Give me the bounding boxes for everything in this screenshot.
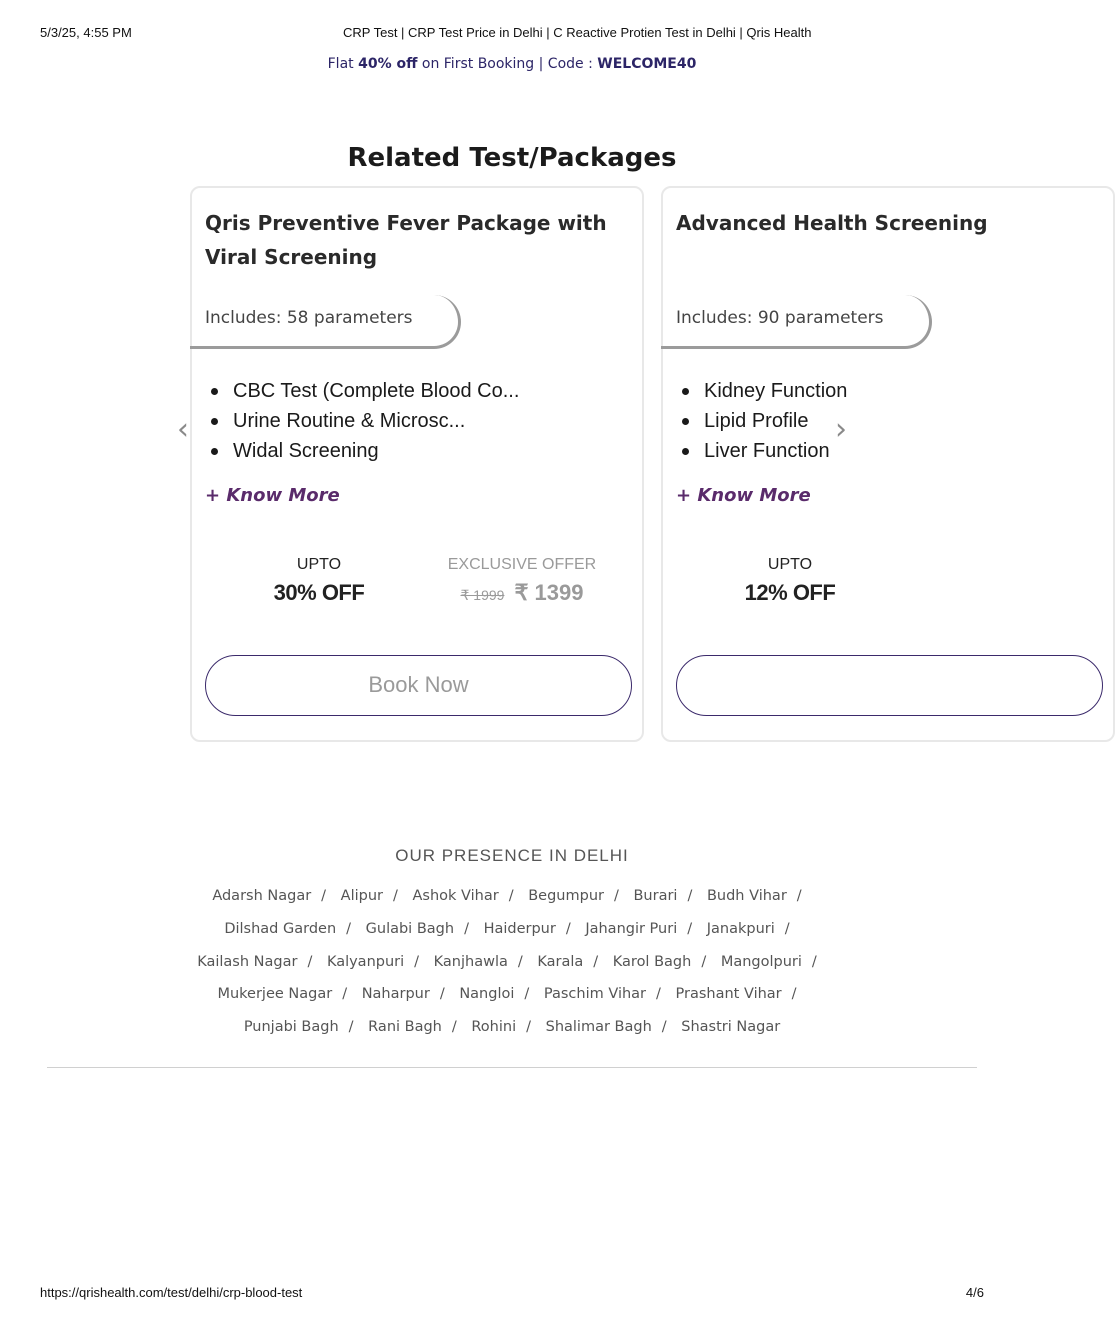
old-price: ₹ 1999 [460, 587, 505, 603]
section-divider [47, 1067, 977, 1068]
location-separator: / [701, 953, 707, 970]
location-link[interactable]: Jahangir Puri [585, 920, 678, 937]
price-row [432, 580, 612, 606]
carousel-next-icon[interactable]: › [835, 412, 847, 447]
includes-text: Includes: 90 parameters [676, 308, 884, 328]
location-separator: / [393, 888, 398, 904]
location-separator: / [811, 953, 817, 970]
new-price: ₹ 1399 [514, 580, 584, 605]
location-link[interactable]: Dilshad Garden [224, 920, 337, 937]
location-separator: / [464, 920, 469, 937]
location-link[interactable]: Kanjhawla [433, 953, 508, 970]
location-link[interactable]: Paschim Vihar [543, 986, 647, 1003]
location-link[interactable]: Karala [537, 953, 584, 970]
know-more-link[interactable]: + Know More [205, 485, 340, 506]
location-separator: / [526, 1019, 531, 1036]
location-link[interactable]: Gulabi Bagh [365, 920, 455, 937]
know-more-link[interactable]: + Know More [676, 485, 811, 506]
parameter-list [205, 376, 519, 466]
print-footer [40, 1285, 984, 1303]
discount-value: 30% OFF [273, 580, 365, 605]
location-separator: / [656, 986, 661, 1003]
carousel-prev-icon[interactable]: ‹ [177, 412, 189, 447]
upto-label: UPTO [767, 556, 813, 573]
includes-badge [661, 295, 932, 349]
promo-middle: on First Booking | Code : [417, 56, 598, 72]
discount-block [715, 556, 865, 606]
location-separator: / [687, 920, 693, 937]
parameter-item: CBC Test (Complete Blood Co... [205, 376, 519, 406]
location-separator: / [321, 888, 327, 904]
location-link[interactable]: Alipur [340, 888, 384, 904]
book-now-button[interactable] [676, 655, 1103, 716]
location-separator: / [307, 953, 313, 970]
location-separator: / [414, 953, 420, 970]
location-link[interactable]: Karol Bagh [612, 953, 692, 970]
print-page-number: 4/6 [965, 1285, 984, 1300]
promo-code: WELCOME40 [597, 56, 697, 72]
presence-title: OUR PRESENCE IN DELHI [395, 846, 629, 865]
location-separator: / [451, 1019, 457, 1036]
package-name[interactable]: Qris Preventive Fever Package with Viral Screening [205, 211, 607, 269]
parameter-list [676, 376, 847, 466]
location-link[interactable]: Adarsh Nagar [212, 888, 312, 904]
location-separator: / [661, 1019, 667, 1036]
offer-block [432, 556, 612, 606]
location-list [180, 880, 844, 1044]
parameter-item: Liver Function [676, 436, 847, 466]
location-link[interactable]: Rohini [471, 1019, 517, 1036]
package-name[interactable]: Advanced Health Screening [676, 211, 988, 235]
location-link[interactable]: Punjabi Bagh [243, 1019, 339, 1036]
location-separator: / [517, 953, 523, 970]
location-link[interactable]: Kalyanpuri [326, 953, 405, 970]
upto-label: UPTO [296, 556, 342, 573]
location-separator: / [342, 986, 348, 1003]
location-link[interactable]: Nangloi [459, 986, 515, 1003]
promo-discount: 40% off [358, 56, 418, 72]
location-link[interactable]: Ashok Vihar [412, 888, 499, 904]
related-carousel [190, 186, 988, 746]
print-page-title: CRP Test | CRP Test Price in Delhi | C Reactive Protien Test in Delhi | Qris Health [343, 25, 812, 40]
offer-label: EXCLUSIVE OFFER [447, 556, 597, 573]
parameter-item: Lipid Profile [676, 406, 847, 436]
promo-banner [0, 56, 1024, 72]
location-separator: / [346, 920, 352, 937]
location-separator: / [565, 920, 571, 937]
location-link[interactable]: Mangolpuri [720, 953, 802, 970]
parameter-item: Urine Routine & Microsc... [205, 406, 519, 436]
location-link[interactable]: Mukerjee Nagar [217, 986, 333, 1003]
location-link[interactable]: Burari [633, 888, 678, 904]
location-separator: / [593, 953, 599, 970]
print-date: 5/3/25, 4:55 PM [40, 25, 132, 40]
related-section-title: Related Test/Packages [347, 143, 677, 173]
location-separator: / [524, 986, 530, 1003]
location-link[interactable]: Haiderpur [483, 920, 556, 937]
location-separator: / [687, 888, 693, 904]
print-url: https://qrishealth.com/test/delhi/crp-blood-test [40, 1285, 303, 1300]
location-link[interactable]: Shastri Nagar [681, 1019, 781, 1036]
book-now-button[interactable]: Book Now [205, 655, 632, 716]
parameter-item: Kidney Function [676, 376, 847, 406]
includes-text: Includes: 58 parameters [205, 308, 413, 328]
location-link[interactable]: Kailash Nagar [197, 953, 298, 970]
discount-block [244, 556, 394, 606]
location-link[interactable]: Rani Bagh [368, 1019, 442, 1036]
location-link[interactable]: Naharpur [361, 986, 430, 1003]
promo-prefix: Flat [327, 56, 359, 72]
location-link[interactable]: Shalimar Bagh [545, 1019, 652, 1036]
location-link[interactable]: Begumpur [528, 888, 604, 904]
parameter-item: Widal Screening [205, 436, 519, 466]
includes-badge [190, 295, 461, 349]
print-header [40, 25, 984, 43]
location-separator: / [784, 920, 790, 937]
location-link[interactable]: Janakpuri [706, 920, 775, 937]
location-separator: / [348, 1019, 354, 1036]
location-link[interactable]: Budh Vihar [706, 888, 787, 904]
location-separator: / [613, 888, 619, 904]
package-card [661, 186, 1115, 742]
location-separator: / [796, 888, 802, 904]
location-separator: / [508, 888, 514, 904]
location-separator: / [439, 986, 445, 1003]
package-card [190, 186, 644, 742]
discount-value: 12% OFF [744, 580, 836, 605]
location-separator: / [791, 986, 797, 1003]
location-link[interactable]: Prashant Vihar [675, 986, 782, 1003]
